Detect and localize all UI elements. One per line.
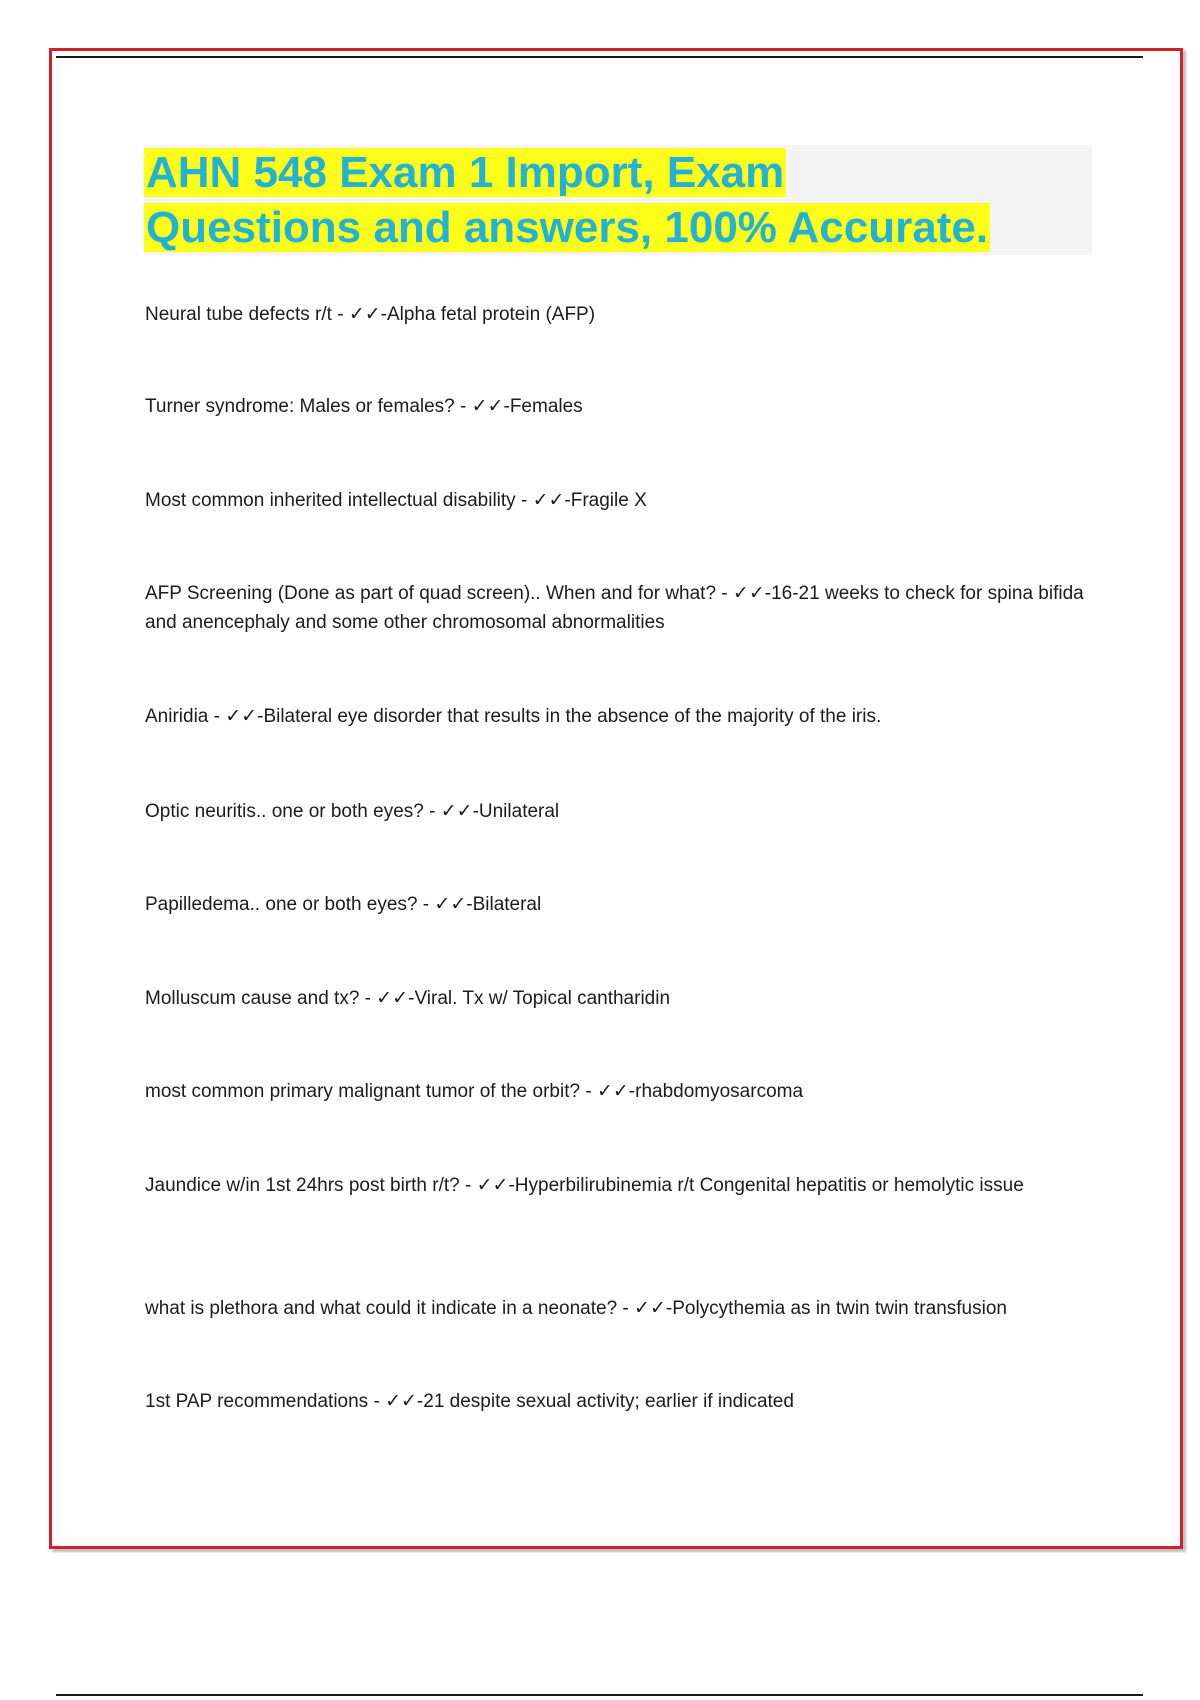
double-check-icon: ✓✓	[440, 801, 473, 822]
document-title	[144, 145, 1092, 255]
answer-prefix: -	[628, 1081, 636, 1102]
separator: -	[617, 1298, 635, 1319]
answer-text: Alpha fetal protein (AFP)	[387, 304, 596, 325]
double-check-icon: ✓✓	[225, 706, 258, 727]
question-text: Aniridia	[145, 706, 209, 727]
answer-text: Bilateral	[472, 894, 542, 915]
answer-text: Females	[509, 396, 583, 417]
separator: -	[580, 1081, 597, 1102]
title-line-1: AHN 548 Exam 1 Import, Exam	[146, 148, 785, 197]
question-text: AFP Screening (Done as part of quad screen).. When and for what?	[145, 583, 717, 604]
answer-prefix: -	[408, 988, 415, 1009]
separator: -	[331, 304, 349, 325]
question-text: most common primary malignant tumor of the orbit?	[145, 1081, 581, 1102]
separator: -	[359, 988, 377, 1009]
separator: -	[716, 583, 733, 604]
qa-item	[145, 1171, 1095, 1200]
answer-text: Bilateral eye disorder that results in the absence of the majority of the iris.	[263, 706, 882, 727]
separator: -	[454, 396, 472, 417]
question-text: Jaundice w/in 1st 24hrs post birth r/t?	[145, 1175, 460, 1196]
separator: -	[417, 894, 435, 915]
answer-prefix: -	[564, 490, 571, 511]
question-text: Most common inherited intellectual disability	[145, 490, 516, 511]
qa-item	[145, 797, 1095, 826]
qa-item	[145, 1294, 1095, 1323]
question-text: Optic neuritis.. one or both eyes?	[145, 801, 424, 822]
qa-item	[145, 702, 1095, 731]
separator: -	[459, 1175, 477, 1196]
answer-text: 21 despite sexual activity; earlier if indicated	[423, 1391, 794, 1412]
double-check-icon: ✓✓	[532, 490, 565, 511]
separator: -	[515, 490, 533, 511]
question-text: Neural tube defects r/t	[145, 304, 332, 325]
qa-item	[145, 486, 1095, 515]
qa-item	[145, 300, 1095, 329]
answer-prefix: -	[380, 304, 387, 325]
question-text: Turner syndrome: Males or females?	[145, 396, 455, 417]
double-check-icon: ✓✓	[434, 894, 467, 915]
footer-rule	[56, 1694, 1143, 1696]
answer-prefix: -	[764, 583, 772, 604]
qa-item	[145, 392, 1095, 421]
double-check-icon: ✓✓	[596, 1081, 629, 1102]
title-line-2: Questions and answers, 100% Accurate.	[146, 203, 989, 252]
answer-text: Hyperbilirubinemia r/t Congenital hepatitis or hemolytic issue	[514, 1175, 1024, 1196]
answer-text: rhabdomyosarcoma	[635, 1081, 804, 1102]
double-check-icon: ✓✓	[385, 1391, 417, 1412]
answer-text: 16-21 weeks to check for spina bifida and anencephaly and some other chromosomal abnormalities	[145, 583, 1084, 633]
answer-prefix: -	[416, 1391, 424, 1412]
question-text: what is plethora and what could it indicate in a neonate?	[145, 1298, 618, 1319]
double-check-icon: ✓✓	[471, 396, 504, 417]
answer-prefix: -	[508, 1175, 515, 1196]
separator: -	[368, 1391, 386, 1412]
answer-prefix: -	[503, 396, 510, 417]
qa-item	[145, 890, 1095, 919]
qa-item	[145, 1387, 1095, 1416]
qa-item	[145, 984, 1095, 1013]
answer-text: Viral. Tx w/ Topical cantharidin	[414, 988, 671, 1009]
separator: -	[423, 801, 441, 822]
question-text: 1st PAP recommendations	[145, 1391, 369, 1412]
double-check-icon: ✓✓	[348, 304, 381, 325]
answer-prefix: -	[472, 801, 479, 822]
answer-prefix: -	[257, 706, 264, 727]
separator: -	[208, 706, 226, 727]
double-check-icon: ✓✓	[376, 988, 409, 1009]
answer-prefix: -	[466, 894, 473, 915]
double-check-icon: ✓✓	[634, 1298, 666, 1319]
title-block	[144, 145, 1092, 255]
header-rule	[56, 56, 1143, 58]
question-text: Molluscum cause and tx?	[145, 988, 360, 1009]
answer-text: Fragile X	[570, 490, 647, 511]
answer-text: Unilateral	[478, 801, 560, 822]
qa-item	[145, 579, 1095, 637]
double-check-icon: ✓✓	[732, 583, 765, 604]
qa-item	[145, 1077, 1095, 1106]
question-text: Papilledema.. one or both eyes?	[145, 894, 418, 915]
double-check-icon: ✓✓	[476, 1175, 509, 1196]
answer-prefix: -	[665, 1298, 673, 1319]
answer-text: Polycythemia as in twin twin transfusion	[672, 1298, 1007, 1319]
